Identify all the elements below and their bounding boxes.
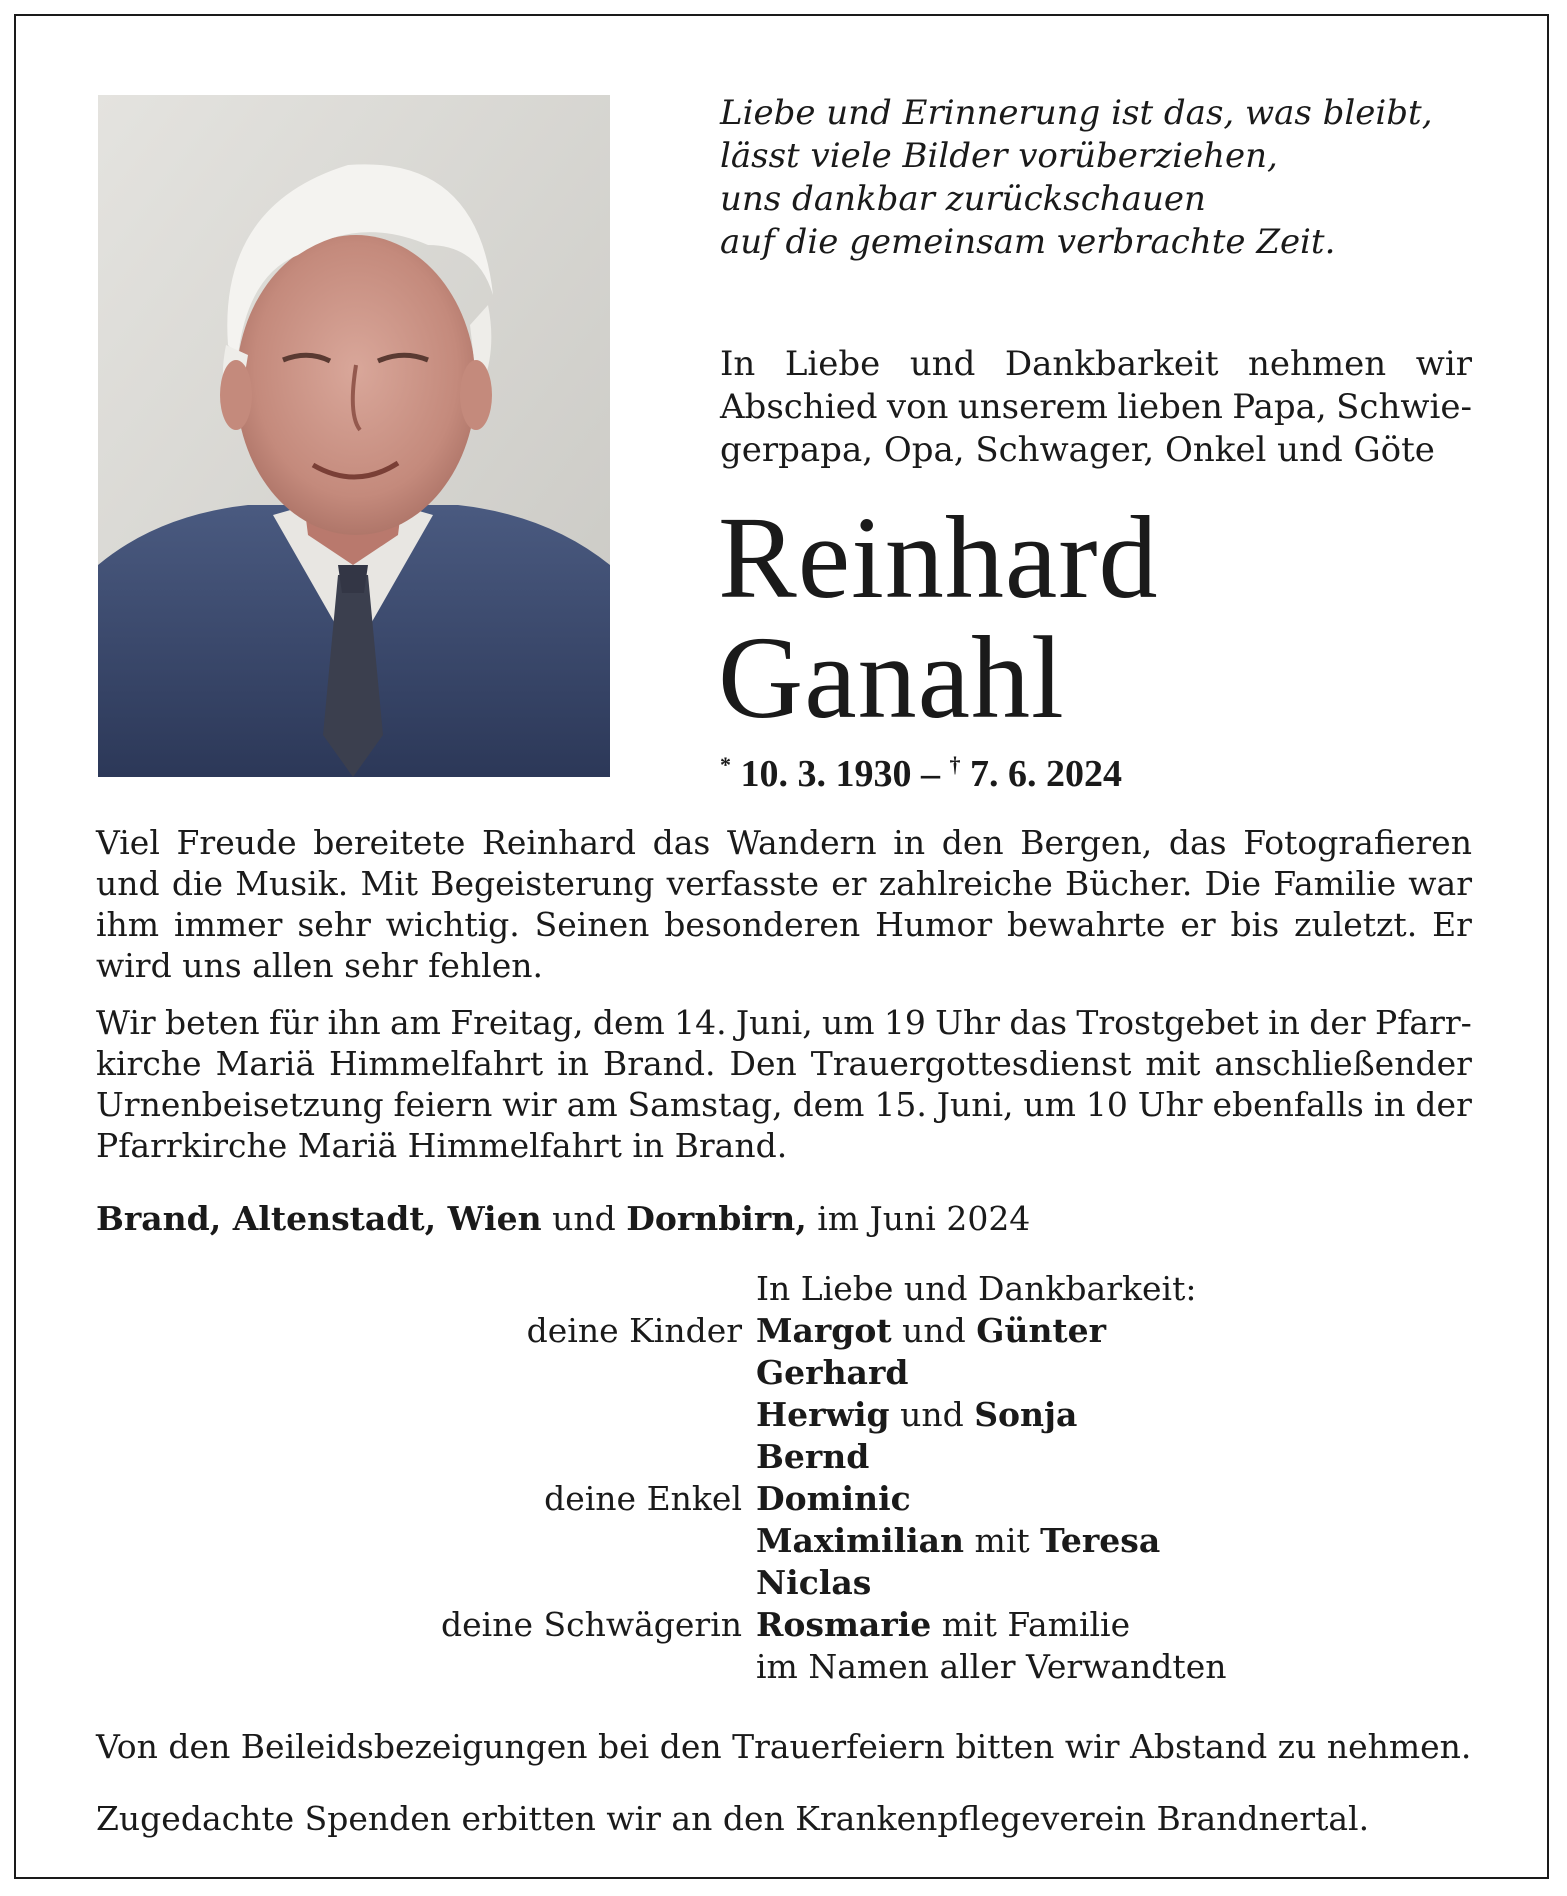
relatives-line: im Namen aller Verwandten bbox=[756, 1647, 1227, 1686]
word: Seinen bbox=[534, 905, 650, 944]
word: das bbox=[1009, 1003, 1068, 1042]
poem-line: auf die gemeinsam verbrachte Zeit. bbox=[720, 222, 1336, 262]
word: bewahrte bbox=[1007, 905, 1166, 944]
word: den bbox=[941, 823, 1004, 862]
mourner-name: Teresa bbox=[1040, 1521, 1161, 1560]
condolences-note: Von den Beileidsbezeigungen bei den Trauerfeiern bitten wir Abstand zu nehmen. bbox=[96, 1727, 1472, 1766]
word: Viel bbox=[96, 823, 160, 862]
word: Pfarr- bbox=[1374, 1003, 1472, 1042]
word: Begeisterung bbox=[430, 864, 655, 903]
word: zuletzt. bbox=[1294, 905, 1418, 944]
mourner-row bbox=[96, 1646, 1472, 1688]
word: in bbox=[1268, 1003, 1300, 1042]
word: die bbox=[171, 864, 224, 903]
donations-note: Zugedachte Spenden erbitten wir an den Krankenpflegeverein Brandnertal. bbox=[96, 1799, 1370, 1838]
word: Brand. bbox=[602, 1044, 716, 1083]
word: Samstag, bbox=[627, 1085, 783, 1124]
life-dates bbox=[720, 742, 1122, 797]
word: und bbox=[909, 344, 976, 384]
mourner-row bbox=[96, 1562, 1472, 1604]
word: 14. bbox=[674, 1003, 727, 1042]
word: kirche bbox=[96, 1044, 202, 1083]
deceased-name bbox=[718, 492, 1159, 743]
places-secondary: Dornbirn, bbox=[626, 1199, 807, 1238]
relation-label: deine Kinder bbox=[526, 1311, 742, 1350]
memorial-paragraph bbox=[96, 822, 1472, 986]
word: unserem bbox=[957, 387, 1108, 427]
intro-line-1 bbox=[720, 343, 1472, 386]
word: mit bbox=[1145, 1044, 1201, 1083]
mourners-heading-row bbox=[96, 1268, 1472, 1310]
paragraph-line: Pfarrkirche Mariä Himmelfahrt in Brand. bbox=[96, 1126, 788, 1165]
connector: und bbox=[889, 1395, 975, 1434]
word: Reinhard bbox=[481, 823, 636, 862]
word: anschließender bbox=[1214, 1044, 1472, 1083]
word: feiern bbox=[393, 1085, 493, 1124]
word: er bbox=[831, 864, 867, 903]
word: war bbox=[1408, 864, 1472, 903]
portrait-photo bbox=[98, 95, 610, 777]
mourner-row bbox=[96, 1478, 1472, 1520]
portrait-illustration bbox=[98, 95, 610, 777]
date-separator: – bbox=[921, 753, 940, 795]
first-name: Reinhard bbox=[718, 492, 1159, 623]
paragraph-line bbox=[96, 904, 1472, 945]
mourners-list bbox=[96, 1268, 1472, 1688]
word: ihm bbox=[96, 905, 160, 944]
word: Musik. bbox=[235, 864, 349, 903]
word: ebenfalls bbox=[1212, 1085, 1364, 1124]
word: Uhr bbox=[935, 1003, 1001, 1042]
word: und bbox=[96, 864, 160, 903]
word: dem bbox=[592, 1003, 665, 1042]
word: für bbox=[269, 1003, 319, 1042]
word: der bbox=[1309, 1003, 1366, 1042]
word: Freitag, bbox=[450, 1003, 584, 1042]
word: in bbox=[557, 1044, 589, 1083]
mourners-heading: In Liebe und Dankbarkeit: bbox=[756, 1269, 1197, 1308]
word: ihn bbox=[327, 1003, 381, 1042]
word: 10 bbox=[1085, 1085, 1128, 1124]
word: Himmelfahrt bbox=[329, 1044, 544, 1083]
word: Trostgebet bbox=[1076, 1003, 1259, 1042]
death-date: 7. 6. 2024 bbox=[970, 753, 1122, 795]
mourner-name: Dominic bbox=[756, 1479, 911, 1518]
word: bereitete bbox=[313, 823, 466, 862]
places-and: und bbox=[541, 1199, 627, 1238]
word: Bergen, bbox=[1020, 823, 1153, 862]
places-line bbox=[96, 1198, 1030, 1239]
relation-label: deine Enkel bbox=[544, 1479, 742, 1518]
mourner-name: Herwig bbox=[756, 1395, 890, 1434]
word: Uhr bbox=[1137, 1085, 1203, 1124]
word: Trauergottesdienst bbox=[810, 1044, 1132, 1083]
word: Dankbarkeit bbox=[1004, 344, 1219, 384]
word: wir bbox=[1415, 344, 1472, 384]
word: Schwie- bbox=[1336, 387, 1472, 427]
connector: und bbox=[891, 1311, 977, 1350]
poem-line: Liebe und Erinnerung ist das, was bleibt, bbox=[720, 93, 1433, 133]
birth-date: 10. 3. 1930 bbox=[740, 753, 912, 795]
word: in bbox=[893, 823, 926, 862]
word: wir bbox=[502, 1085, 557, 1124]
word: Wandern bbox=[726, 823, 877, 862]
word: 19 bbox=[883, 1003, 926, 1042]
poem-line: uns dankbar zurückschauen bbox=[720, 179, 1206, 219]
word: am bbox=[389, 1003, 441, 1042]
death-symbol: † bbox=[949, 752, 961, 777]
word: am bbox=[566, 1085, 618, 1124]
connector: mit Familie bbox=[931, 1605, 1131, 1644]
intro-text bbox=[720, 343, 1472, 472]
word: Den bbox=[729, 1044, 797, 1083]
mourner-name: Margot bbox=[756, 1311, 892, 1350]
mourner-row bbox=[96, 1310, 1472, 1352]
service-paragraph bbox=[96, 1002, 1472, 1166]
word: 15. bbox=[874, 1085, 927, 1124]
paragraph-line: wird uns allen sehr fehlen. bbox=[96, 946, 543, 985]
mourner-name: Niclas bbox=[756, 1563, 872, 1602]
word: Familie bbox=[1273, 864, 1397, 903]
word: Papa, bbox=[1232, 387, 1327, 427]
word: dem bbox=[792, 1085, 865, 1124]
paragraph-line bbox=[96, 822, 1472, 863]
word: das bbox=[652, 823, 711, 862]
word: der bbox=[1415, 1085, 1472, 1124]
word: bis bbox=[1230, 905, 1280, 944]
birth-symbol: * bbox=[720, 752, 731, 777]
mourner-name: Bernd bbox=[756, 1437, 870, 1476]
word: von bbox=[886, 387, 949, 427]
word: Bücher. bbox=[1064, 864, 1193, 903]
word: Urnenbeisetzung bbox=[96, 1085, 384, 1124]
mourner-name: Sonja bbox=[974, 1395, 1078, 1434]
mourner-row bbox=[96, 1394, 1472, 1436]
mourner-row bbox=[96, 1436, 1472, 1478]
intro-line-2 bbox=[720, 386, 1472, 429]
mourner-name: Maximilian bbox=[756, 1521, 965, 1560]
word: Wir bbox=[96, 1003, 156, 1042]
paragraph-line bbox=[96, 1084, 1472, 1125]
word: wichtig. bbox=[385, 905, 520, 944]
word: Abschied bbox=[720, 387, 878, 427]
word: Liebe bbox=[784, 344, 881, 384]
mourner-name: Rosmarie bbox=[756, 1605, 932, 1644]
poem-line: lässt viele Bilder vorüberziehen, bbox=[720, 136, 1278, 176]
word: er bbox=[1180, 905, 1216, 944]
word: das bbox=[1168, 823, 1227, 862]
word: nehmen bbox=[1248, 344, 1387, 384]
word: um bbox=[1023, 1085, 1076, 1124]
places-primary: Brand, Altenstadt, Wien bbox=[96, 1199, 542, 1238]
word: beten bbox=[164, 1003, 260, 1042]
intro-line-3: gerpapa, Opa, Schwager, Onkel und Göte bbox=[720, 430, 1435, 470]
places-date: im Juni 2024 bbox=[806, 1199, 1031, 1238]
word: besonderen bbox=[664, 905, 861, 944]
last-name: Ganahl bbox=[718, 612, 1065, 743]
word: um bbox=[822, 1003, 875, 1042]
paragraph-line bbox=[96, 1043, 1472, 1084]
word: verfasste bbox=[666, 864, 820, 903]
poem bbox=[720, 92, 1480, 264]
word: zahlreiche bbox=[878, 864, 1053, 903]
word: sehr bbox=[297, 905, 371, 944]
word: Humor bbox=[875, 905, 993, 944]
mourner-name: Gerhard bbox=[756, 1353, 909, 1392]
word: Freude bbox=[176, 823, 297, 862]
mourner-row bbox=[96, 1520, 1472, 1562]
word: Er bbox=[1432, 905, 1472, 944]
mourner-name: Günter bbox=[976, 1311, 1107, 1350]
word: Die bbox=[1204, 864, 1262, 903]
word: Mit bbox=[360, 864, 419, 903]
word: lieben bbox=[1117, 387, 1223, 427]
word: Juni, bbox=[735, 1003, 813, 1042]
word: in bbox=[1373, 1085, 1406, 1124]
relation-label: deine Schwägerin bbox=[441, 1605, 742, 1644]
word: Mariä bbox=[215, 1044, 316, 1083]
word: Fotografieren bbox=[1243, 823, 1472, 862]
paragraph-line bbox=[96, 1002, 1472, 1043]
word: immer bbox=[174, 905, 283, 944]
connector: mit bbox=[964, 1521, 1041, 1560]
word: In bbox=[720, 344, 756, 384]
word: Juni, bbox=[936, 1085, 1014, 1124]
mourner-row bbox=[96, 1604, 1472, 1646]
paragraph-line bbox=[96, 863, 1472, 904]
mourner-row bbox=[96, 1352, 1472, 1394]
